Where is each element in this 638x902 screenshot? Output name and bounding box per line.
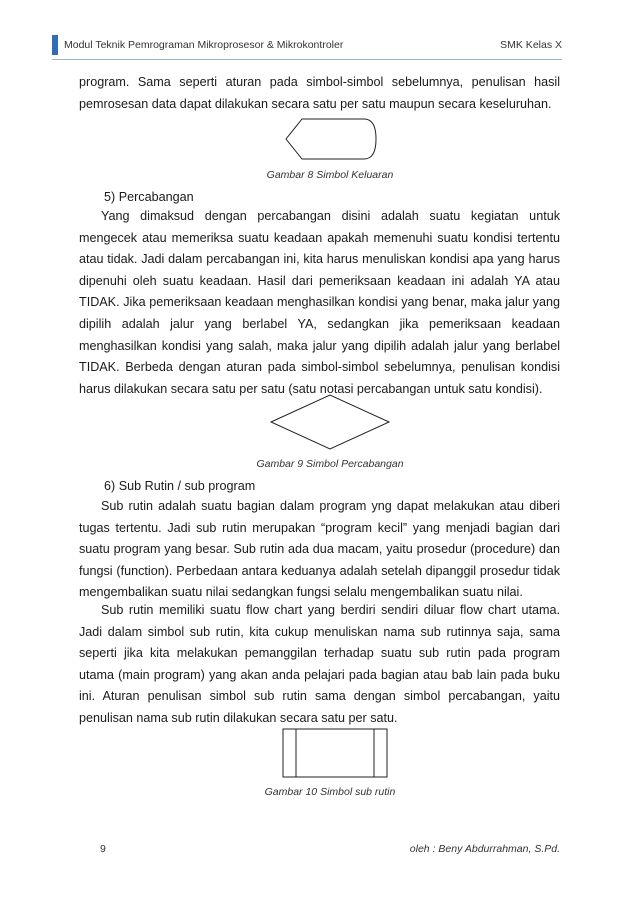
page-footer bbox=[100, 843, 560, 855]
header-divider bbox=[52, 59, 562, 60]
module-title: Modul Teknik Pemrograman Mikroprosesor & Mikrokontroler bbox=[64, 39, 344, 51]
figure-10-caption: Gambar 10 Simbol sub rutin bbox=[264, 786, 396, 798]
page-number: 9 bbox=[100, 843, 106, 855]
subroutine-symbol bbox=[282, 728, 388, 778]
subroutine-text-2: Sub rutin memiliki suatu flow chart yang berdiri sendiri diluar flow chart utama. Jadi dalam simbol sub rutin, kita cukup menuliskan nama sub rutinnya saja, sama seperti jika kita melakukan pemanggilan terhadap suatu sub rutin pada program utama (main program) yang akan anda pelajari pada bagian atau bab lain pada buku ini. Aturan penulisan simbol sub rutin sama dengan simbol percabangan, yaitu penulisan nama sub rutin dilakukan secara satu per satu. bbox=[79, 603, 560, 725]
intro-text: program. Sama seperti aturan pada simbol-simbol sebelumnya, penulisan hasil pemrosesan data dapat dilakukan secara satu per satu maupun secara keseluruhan. bbox=[79, 75, 560, 111]
decision-symbol bbox=[270, 394, 390, 450]
section-heading-subroutine: 6) Sub Rutin / sub program bbox=[104, 479, 256, 493]
branching-paragraph bbox=[79, 206, 560, 400]
header-left bbox=[52, 35, 343, 55]
branching-text: Yang dimaksud dengan percabangan disini adalah suatu kegiatan untuk mengecek atau memeriksa suatu keadaan apakah memenuhi suatu kondisi tertentu atau tidak. Jadi dalam percabangan ini, kita harus menuliskan kondisi apa yang harus dipenuhi oleh suatu keadaan. Hasil dari pemeriksaan keadaan ini adalah YA atau TIDAK. Jika pemeriksaan keadaan menghasilkan kondisi yang benar, maka jalur yang dipilih adalah jalur yang berlabel YA, sedangkan jika pemeriksaan keadaan menghasilkan kondisi yang salah, maka jalur yang dipilih adalah jalur yang berlabel TIDAK. Berbeda dengan aturan pada simbol-simbol sebelumnya, penulisan kondisi harus dilakukan secara satu per satu (satu notasi percabangan untuk satu kondisi). bbox=[79, 209, 560, 396]
subroutine-paragraph-1 bbox=[79, 496, 560, 604]
section-heading-branching: 5) Percabangan bbox=[104, 190, 194, 204]
figure-9-caption: Gambar 9 Simbol Percabangan bbox=[256, 458, 404, 470]
subroutine-paragraph-2 bbox=[79, 600, 560, 730]
figure-8-caption: Gambar 8 Simbol Keluaran bbox=[266, 169, 394, 181]
author-credit: oleh : Beny Abdurrahman, S.Pd. bbox=[409, 843, 560, 855]
subroutine-text-1: Sub rutin adalah suatu bagian dalam program yng dapat melakukan atau diberi tugas tertentu. Jadi sub rutin merupakan “program kecil” yang menjadi bagian dari suatu program yang besar. Sub rutin ada dua macam, yaitu prosedur (procedure) dan fungsi (function). Perbedaan antara keduanya adalah setelah dipanggil prosedur tidak mengembalikan suatu nilai sedangkan fungsi selalu mengembalikan suatu nilai. bbox=[79, 499, 560, 600]
page-header bbox=[52, 36, 562, 54]
class-label: SMK Kelas X bbox=[500, 39, 562, 51]
intro-paragraph bbox=[79, 72, 560, 115]
header-accent-bar bbox=[52, 35, 58, 55]
output-symbol bbox=[284, 118, 378, 160]
